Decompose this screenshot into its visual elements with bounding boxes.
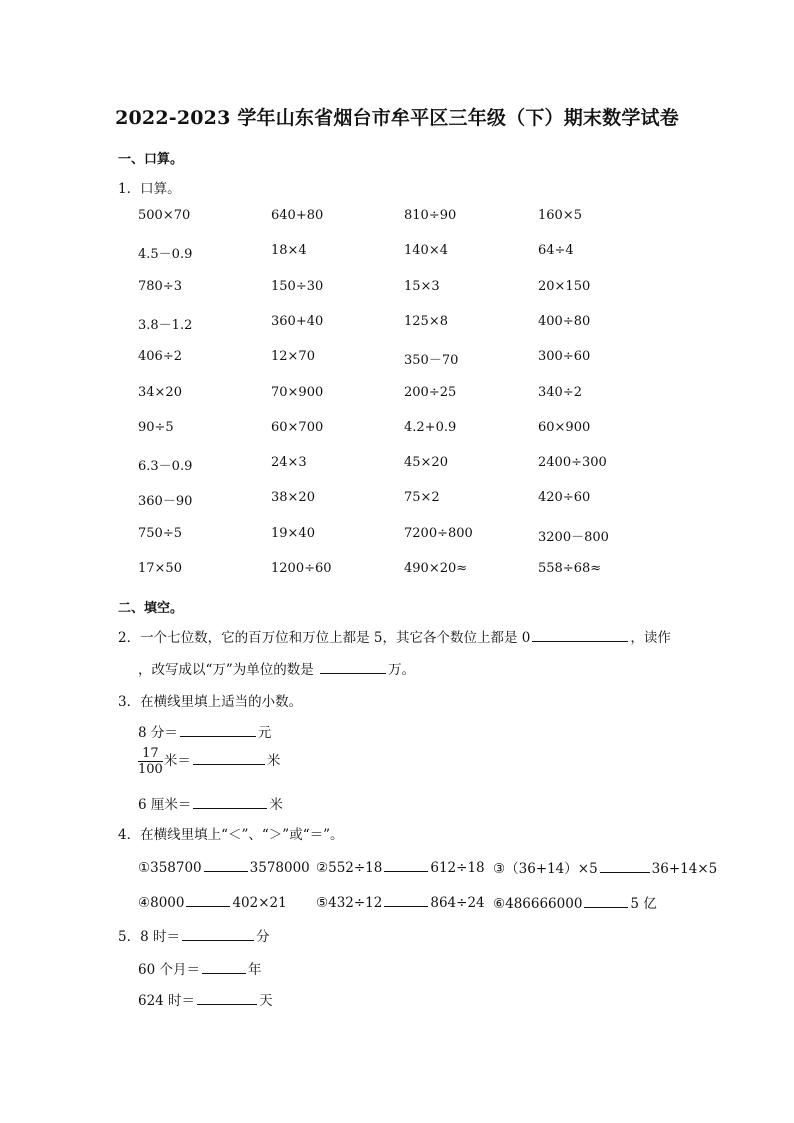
item-unit: 天 bbox=[259, 993, 273, 1009]
oral-problem: 3.8－1.2 bbox=[138, 317, 193, 333]
item-unit: 米 bbox=[269, 797, 283, 813]
oral-problem: 340÷2 bbox=[538, 384, 582, 400]
oral-problem: 200÷25 bbox=[404, 384, 457, 400]
oral-problem: 406÷2 bbox=[138, 349, 182, 365]
oral-problem: 24×3 bbox=[271, 455, 307, 471]
oral-problem: 140×4 bbox=[404, 243, 448, 259]
comparison-right: 864÷24 bbox=[430, 895, 485, 911]
answer-blank[interactable] bbox=[584, 893, 628, 908]
oral-grid-row bbox=[138, 208, 698, 228]
oral-problem: 18×4 bbox=[271, 243, 307, 259]
comparison-right: 402×21 bbox=[232, 895, 287, 911]
oral-problem: 1200÷60 bbox=[271, 561, 332, 576]
comparison-right: 36+14×5 bbox=[651, 861, 718, 877]
fraction-numerator: 17 bbox=[138, 746, 163, 762]
oral-problem: 300÷60 bbox=[538, 349, 591, 365]
oral-problem: 70×900 bbox=[271, 384, 324, 400]
question-1-label: 1．口算。 bbox=[118, 181, 181, 197]
answer-blank[interactable] bbox=[204, 857, 248, 872]
oral-problem: 490×20≈ bbox=[404, 561, 468, 576]
question-4-row-2 bbox=[138, 892, 718, 912]
oral-problem: 810÷90 bbox=[404, 208, 457, 223]
fraction-denominator: 100 bbox=[138, 762, 163, 777]
oral-grid-row bbox=[138, 455, 698, 475]
oral-grid-row bbox=[138, 314, 698, 334]
oral-problem: 4.2+0.9 bbox=[404, 419, 457, 435]
answer-blank[interactable] bbox=[193, 794, 267, 809]
comparison-right: 5 亿 bbox=[630, 896, 657, 912]
oral-problem: 38×20 bbox=[271, 490, 315, 506]
item-unit: 年 bbox=[247, 962, 262, 978]
section-1-heading: 一、口算。 bbox=[118, 152, 184, 167]
item-text: 5．8 时＝ bbox=[118, 929, 180, 945]
comparison-left: ④8000 bbox=[138, 895, 185, 911]
oral-grid-row bbox=[138, 279, 698, 299]
question-5-item-2 bbox=[138, 958, 261, 978]
oral-problem: 60×700 bbox=[271, 419, 324, 435]
answer-blank[interactable] bbox=[186, 892, 230, 907]
comparison-item bbox=[316, 857, 485, 876]
item-text: 米＝ bbox=[163, 753, 191, 769]
question-5-item-3 bbox=[138, 989, 273, 1009]
item-text: 60 个月＝ bbox=[138, 962, 200, 978]
question-3-item-3 bbox=[138, 793, 283, 813]
oral-grid-row bbox=[138, 385, 698, 405]
oral-problem: 150÷30 bbox=[271, 278, 324, 294]
item-text: 624 时＝ bbox=[138, 993, 196, 1009]
oral-problem: 780÷3 bbox=[138, 278, 182, 294]
item-unit: 米 bbox=[266, 753, 281, 769]
oral-problem: 20×150 bbox=[538, 278, 591, 294]
oral-problem: 360－90 bbox=[138, 494, 193, 510]
question-4-row-1 bbox=[138, 857, 718, 877]
oral-problem: 75×2 bbox=[404, 490, 440, 506]
oral-problem: 400÷80 bbox=[538, 313, 591, 329]
oral-problem: 360+40 bbox=[271, 313, 324, 329]
comparison-right: 3578000 bbox=[249, 860, 310, 876]
oral-problem: 34×20 bbox=[138, 384, 182, 400]
oral-problem: 45×20 bbox=[404, 455, 448, 471]
comparison-left: ①358700 bbox=[138, 860, 202, 876]
answer-blank[interactable] bbox=[193, 750, 265, 765]
oral-grid-row bbox=[138, 526, 698, 546]
oral-problem: 125×8 bbox=[404, 313, 448, 329]
question-2-text: 2．一个七位数，它的百万位和万位上都是 5，其它各个数位上都是 0 bbox=[118, 630, 531, 646]
answer-blank[interactable] bbox=[320, 659, 386, 674]
question-5-item-1 bbox=[118, 925, 269, 945]
oral-problem: 90÷5 bbox=[138, 419, 174, 435]
oral-grid-row bbox=[138, 490, 698, 510]
oral-problem: 558÷68≈ bbox=[538, 561, 602, 576]
oral-grid-row bbox=[138, 561, 698, 581]
oral-problem: 500×70 bbox=[138, 208, 191, 223]
comparison-item bbox=[493, 857, 717, 877]
answer-blank[interactable] bbox=[180, 722, 256, 737]
oral-problem: 17×50 bbox=[138, 561, 182, 576]
comparison-item bbox=[138, 892, 287, 911]
answer-blank[interactable] bbox=[202, 959, 246, 974]
oral-problem: 160×5 bbox=[538, 208, 582, 223]
oral-problem: 7200÷800 bbox=[404, 525, 473, 541]
question-2-text-2: ，改写成以“万”为单位的数是 bbox=[138, 662, 314, 678]
oral-problem: 6.3－0.9 bbox=[138, 459, 193, 475]
answer-blank[interactable] bbox=[532, 627, 628, 642]
question-2-line2 bbox=[138, 658, 415, 678]
question-2-suffix: ，读作 bbox=[630, 630, 671, 646]
question-3-item-2 bbox=[138, 746, 280, 777]
section-2-heading: 二、填空。 bbox=[118, 601, 184, 616]
item-unit: 分 bbox=[255, 929, 270, 945]
comparison-right: 612÷18 bbox=[430, 860, 485, 876]
oral-problem: 350－70 bbox=[404, 353, 459, 369]
question-2-line1 bbox=[118, 626, 671, 646]
item-text: 8 分＝ bbox=[138, 725, 178, 741]
fraction bbox=[138, 746, 163, 777]
oral-problem: 60×900 bbox=[538, 419, 591, 435]
oral-problem: 64÷4 bbox=[538, 243, 574, 259]
oral-grid-row bbox=[138, 349, 698, 369]
comparison-item bbox=[138, 857, 310, 876]
oral-problem: 640+80 bbox=[271, 208, 324, 223]
oral-grid-row bbox=[138, 420, 698, 440]
item-unit: 元 bbox=[257, 725, 272, 741]
oral-problem: 19×40 bbox=[271, 525, 315, 541]
comparison-item bbox=[316, 892, 485, 911]
page-title: 2022-2023 学年山东省烟台市牟平区三年级（下）期末数学试卷 bbox=[115, 107, 679, 129]
answer-blank[interactable] bbox=[384, 892, 428, 907]
oral-problem: 3200－800 bbox=[538, 529, 609, 545]
oral-problem: 2400÷300 bbox=[538, 455, 607, 471]
comparison-left: ②552÷18 bbox=[316, 860, 383, 876]
comparison-left: ⑤432÷12 bbox=[316, 895, 383, 911]
answer-blank[interactable] bbox=[182, 926, 254, 941]
comparison-left: ③（36+14）×5 bbox=[493, 861, 598, 877]
oral-problem: 420÷60 bbox=[538, 490, 591, 506]
oral-problem: 750÷5 bbox=[138, 525, 182, 541]
question-3-item-1 bbox=[138, 721, 271, 741]
question-4-label: 4．在横线里填上“＜”、“＞”或“＝”。 bbox=[118, 827, 344, 843]
question-3-label: 3．在横线里填上适当的小数。 bbox=[118, 694, 303, 710]
oral-problem: 12×70 bbox=[271, 349, 315, 365]
oral-grid-row bbox=[138, 243, 698, 263]
question-2-unit: 万。 bbox=[388, 662, 416, 678]
comparison-left: ⑥486666000 bbox=[493, 896, 583, 912]
answer-blank[interactable] bbox=[384, 857, 428, 872]
answer-blank[interactable] bbox=[197, 990, 257, 1005]
oral-problem: 4.5－0.9 bbox=[138, 247, 193, 263]
oral-problem: 15×3 bbox=[404, 278, 440, 294]
item-text: 6 厘米＝ bbox=[138, 797, 192, 813]
comparison-item bbox=[493, 892, 657, 912]
answer-blank[interactable] bbox=[600, 858, 650, 873]
